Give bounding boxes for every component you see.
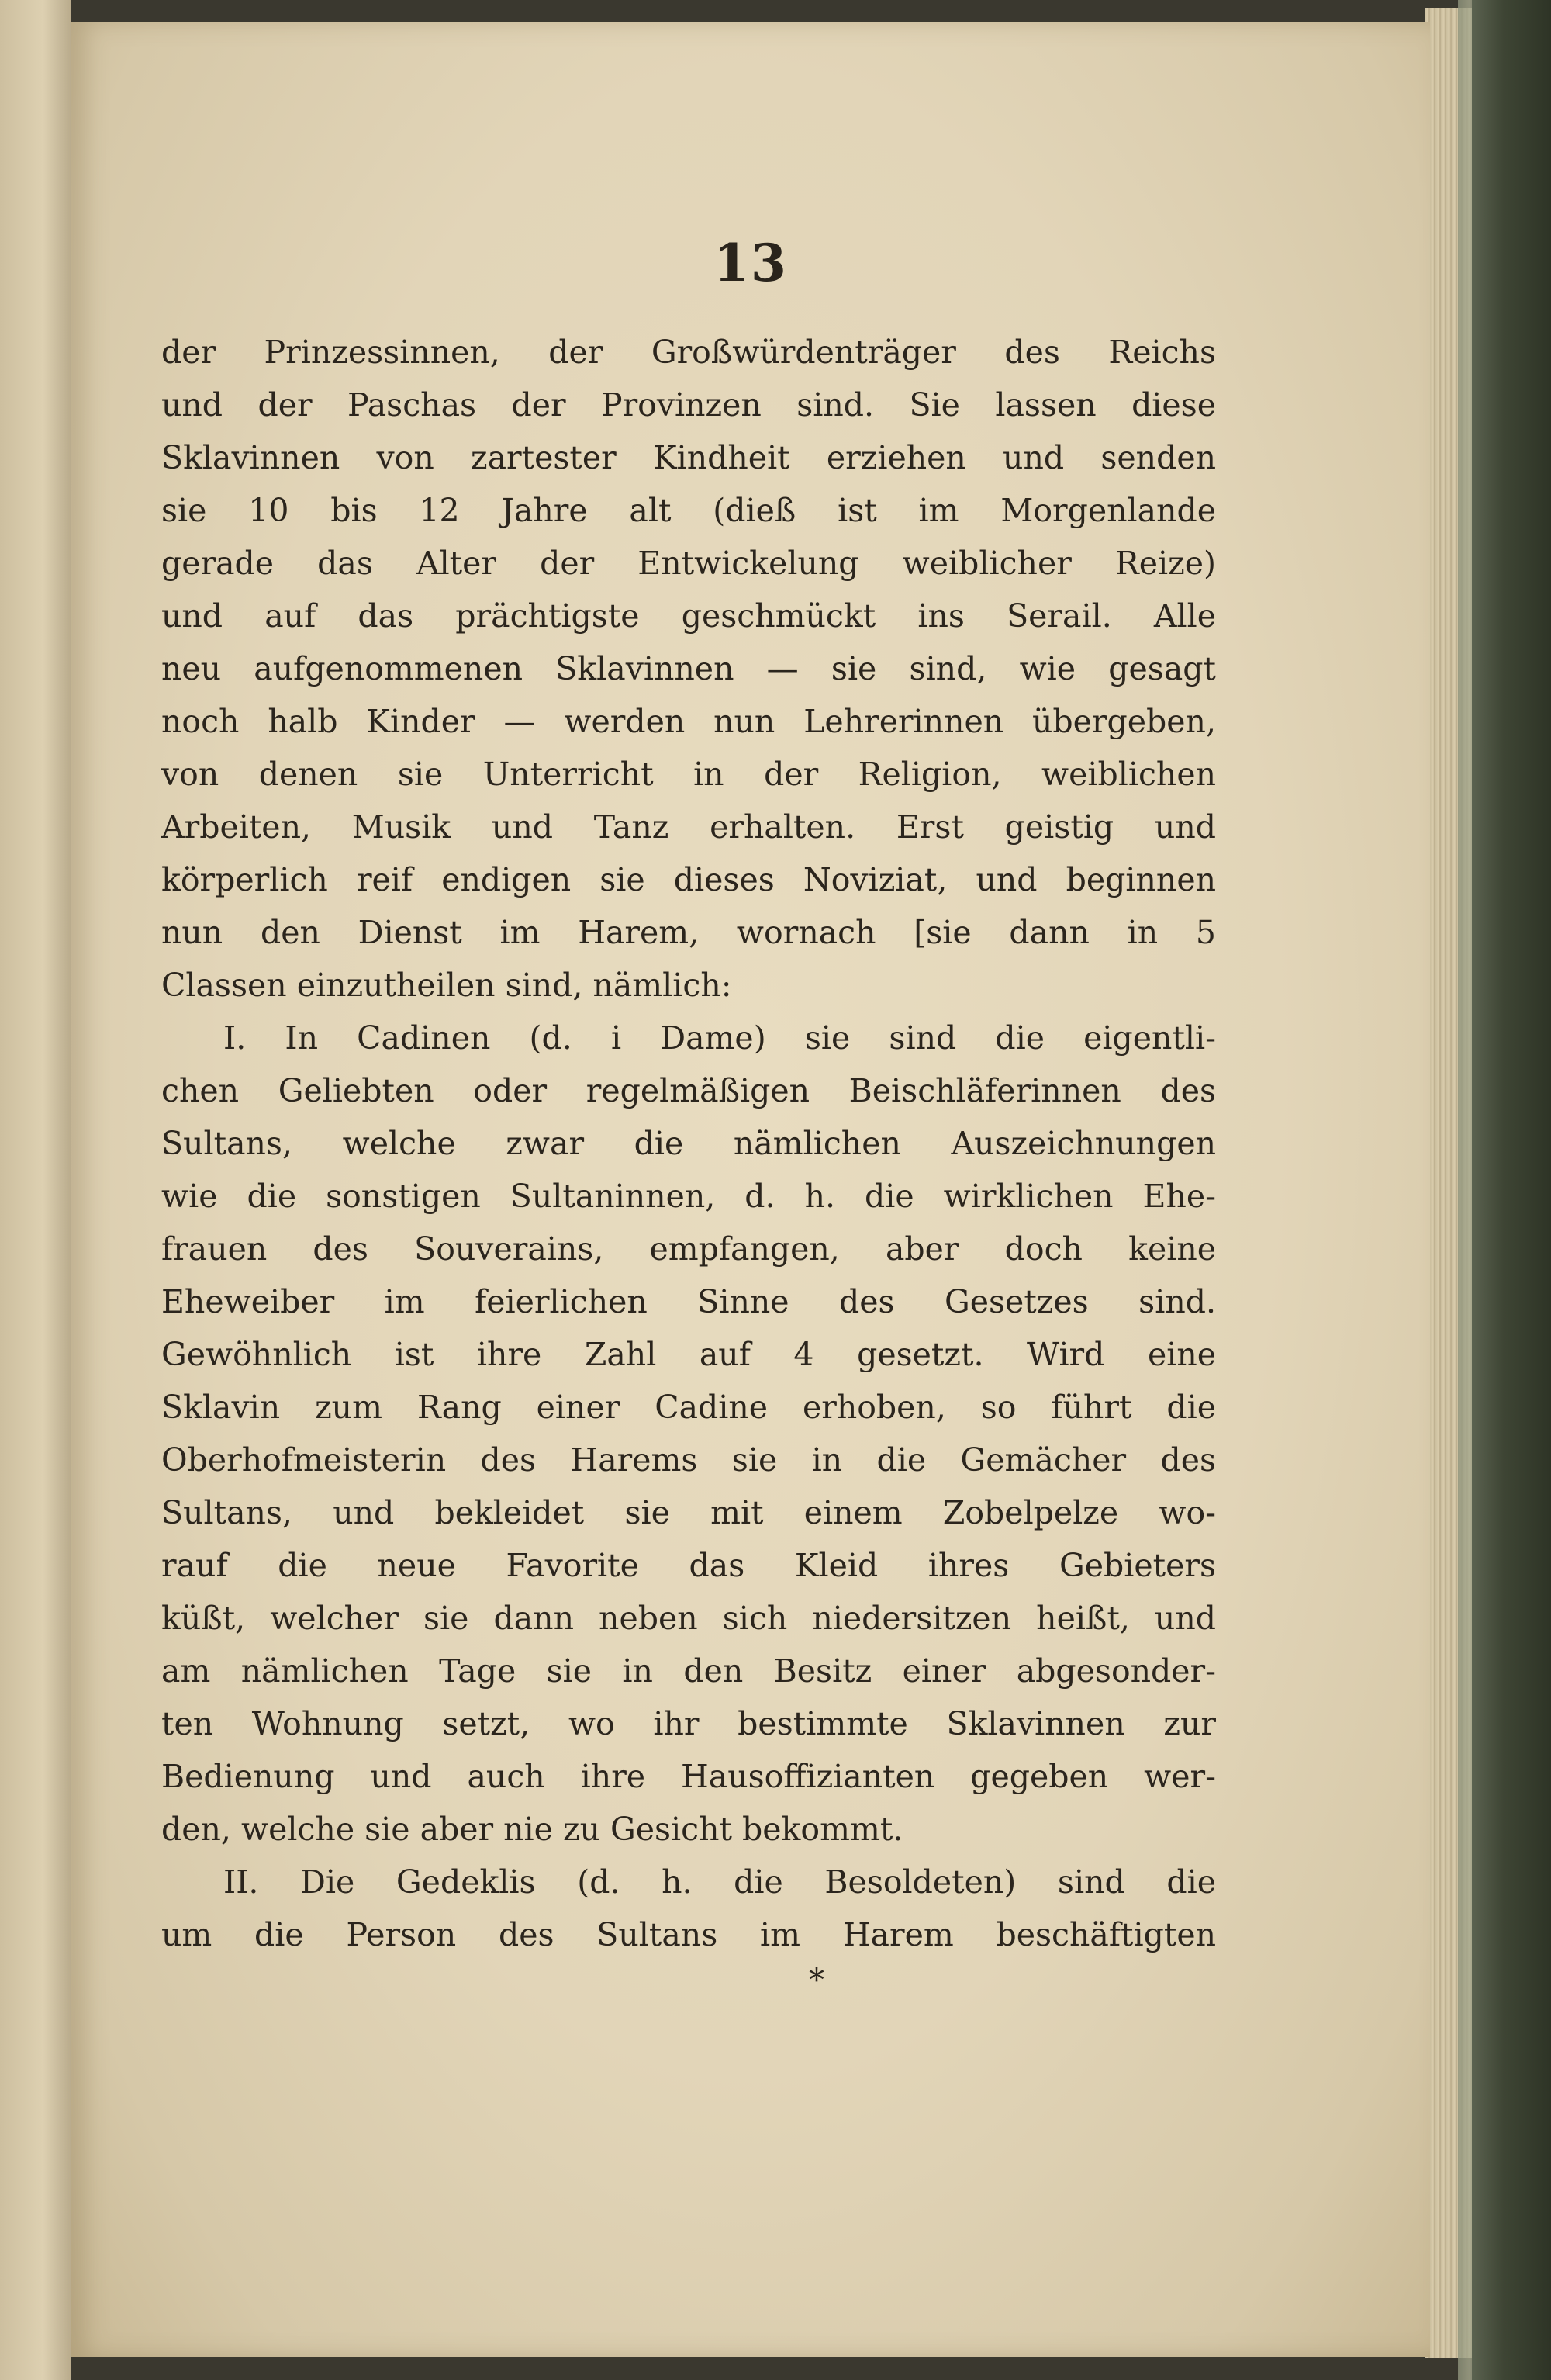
text-line: I. In Cadinen (d. i Dame) sie sind die eigentli- — [223, 1019, 1216, 1057]
text-line: wie die sonstigen Sultaninnen, d. h. die wirklichen Ehe- — [161, 1178, 1216, 1215]
text-line: küßt, welcher sie dann neben sich niedersitzen heißt, und — [161, 1600, 1216, 1637]
text-line: der Prinzessinnen, der Großwürdenträger des Reichs — [161, 334, 1216, 371]
text-line: körperlich reif endigen sie dieses Noviziat, und beginnen — [161, 861, 1216, 898]
text-line: chen Geliebten oder regelmäßigen Beischläferinnen des — [161, 1072, 1216, 1109]
text-line: Oberhofmeisterin des Harems sie in die Gemächer des — [161, 1441, 1216, 1479]
text-line: Gewöhnlich ist ihre Zahl auf 4 gesetzt. Wird eine — [161, 1336, 1216, 1373]
page-number: 13 — [713, 233, 788, 293]
text-line: von denen sie Unterricht in der Religion, weiblichen — [161, 756, 1216, 793]
signature-mark: * — [809, 1963, 824, 1998]
text-line: Arbeiten, Musik und Tanz erhalten. Erst geistig und — [161, 808, 1216, 846]
text-line: Sklavinnen von zartester Kindheit erziehen und senden — [161, 439, 1216, 476]
text-line: Bedienung und auch ihre Hausoffizianten gegeben wer- — [161, 1758, 1216, 1795]
text-line: neu aufgenommenen Sklavinnen — sie sind, wie gesagt — [161, 650, 1216, 687]
text-line: noch halb Kinder — werden nun Lehrerinnen übergeben, — [161, 703, 1216, 740]
book-binding — [1472, 0, 1551, 2380]
text-line: am nämlichen Tage sie in den Besitz einer abgesonder- — [161, 1652, 1216, 1690]
text-line: sie 10 bis 12 Jahre alt (dieß ist im Morgenlande — [161, 492, 1216, 529]
previous-page-edge — [0, 0, 71, 2380]
text-line: Eheweiber im feierlichen Sinne des Gesetzes sind. — [161, 1283, 1216, 1320]
text-line: Sklavin zum Rang einer Cadine erhoben, so führt die — [161, 1389, 1216, 1426]
text-line: rauf die neue Favorite das Kleid ihres Gebieters — [161, 1547, 1216, 1584]
text-line: Sultans, und bekleidet sie mit einem Zobelpelze wo- — [161, 1494, 1216, 1531]
text-line: ten Wohnung setzt, wo ihr bestimmte Sklavinnen zur — [161, 1705, 1216, 1742]
text-line: nun den Dienst im Harem, wornach [sie dann in 5 — [161, 914, 1216, 951]
text-line: II. Die Gedeklis (d. h. die Besoldeten) sind die — [223, 1863, 1216, 1901]
text-line: und auf das prächtigste geschmückt ins Serail. Alle — [161, 597, 1216, 635]
text-line: Classen einzutheilen sind, nämlich: — [161, 967, 732, 1004]
text-line: Sultans, welche zwar die nämlichen Auszeichnungen — [161, 1125, 1216, 1162]
text-line: und der Paschas der Provinzen sind. Sie lassen diese — [161, 386, 1216, 424]
text-line: gerade das Alter der Entwickelung weiblicher Reize) — [161, 545, 1216, 582]
text-line: um die Person des Sultans im Harem beschäftigten — [161, 1916, 1216, 1953]
book-page — [71, 22, 1430, 2357]
body-text — [161, 326, 1216, 1961]
text-line: frauen des Souverains, empfangen, aber doch keine — [161, 1230, 1216, 1268]
text-line: den, welche sie aber nie zu Gesicht bekommt. — [161, 1811, 903, 1848]
